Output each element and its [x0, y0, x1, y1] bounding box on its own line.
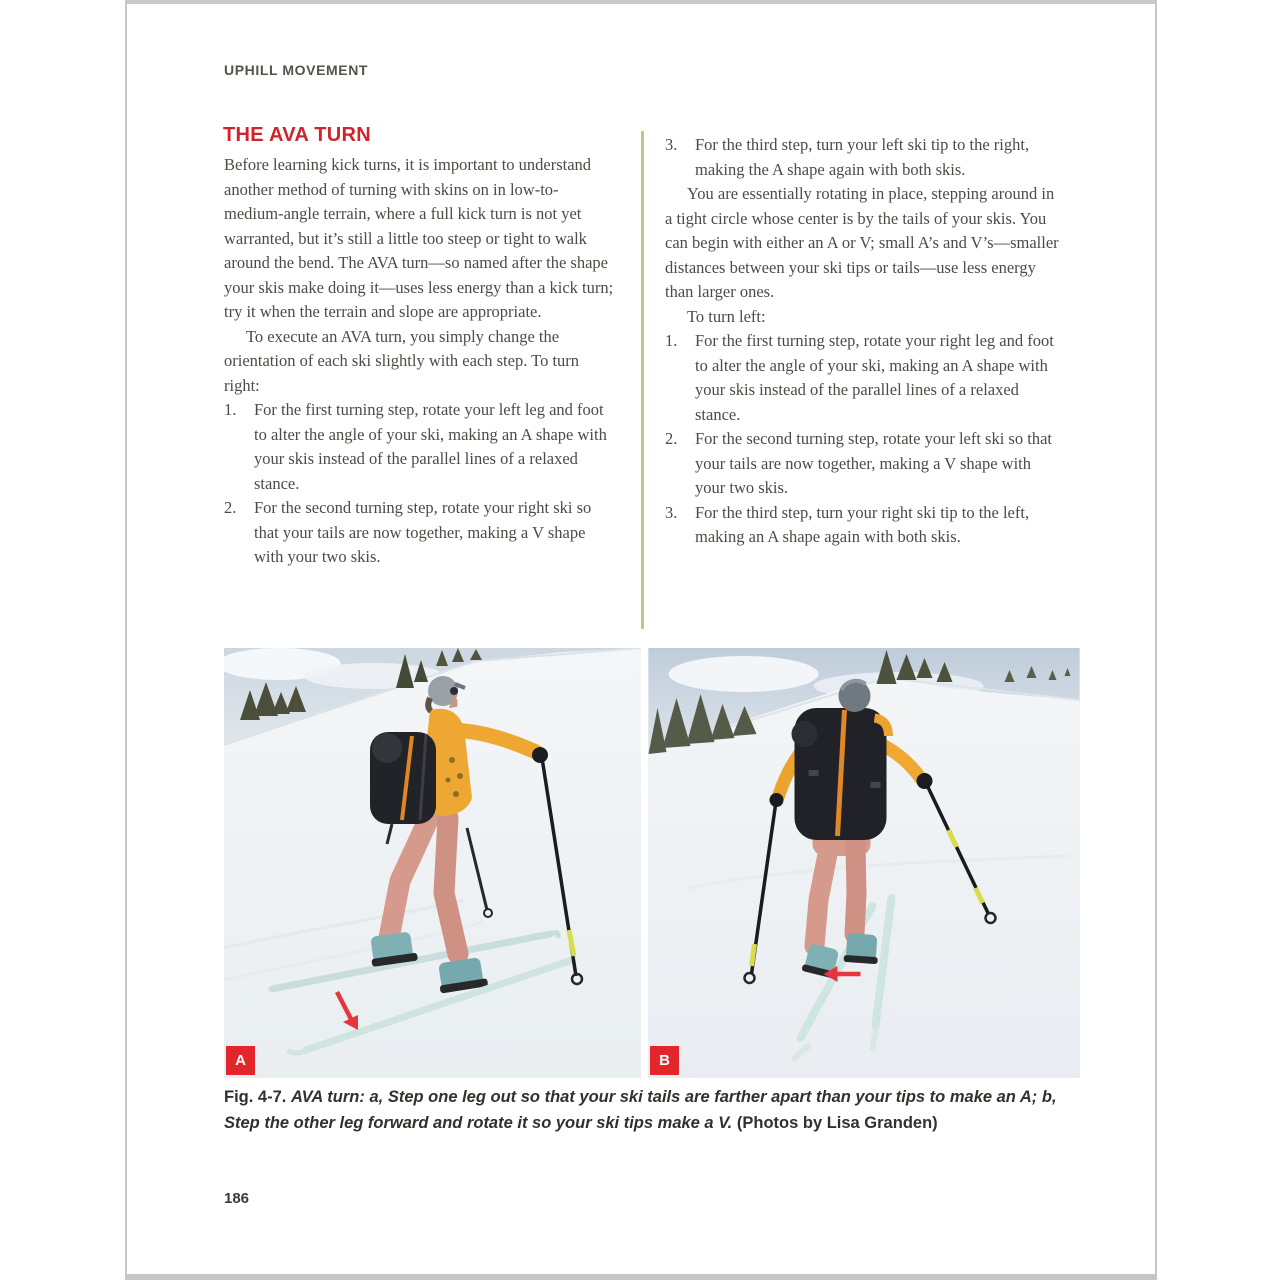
intro-paragraph: Before learning kick turns, it is important to understand another method of turning with skins on in low-to-medium-angle terrain, where a full kick turn is not yet warranted, but it’s still a little too steep or tight to walk around the bend. The AVA turn—so named after the shape your skis make doing it—uses less energy than a kick turn; try it when the terrain and slope are appropriate. [224, 155, 614, 321]
pole-accent [752, 944, 755, 966]
list-text: For the third step, turn your right ski tip to the left, making an A shape again with both skis. [695, 502, 1030, 546]
left-column [224, 153, 617, 570]
rotating-paragraph: You are essentially rotating in place, stepping around in a tight circle whose center is by the tails of your skis. You can begin with either an A or V; small A’s and V’s—smaller distances between your ski tips or tails—use less energy than larger ones. [665, 184, 1059, 301]
turn-left-step-2 [665, 427, 1065, 501]
list-text: For the second turning step, rotate your right ski so that your tails are now together, making a V shape with your two skis. [254, 498, 592, 566]
hair [428, 698, 431, 711]
running-header: UPHILL MOVEMENT [224, 62, 369, 78]
photo-a-illustration [224, 648, 641, 1078]
list-number: 1. [224, 400, 237, 419]
caption-fig-label: Fig. 4-7. [224, 1088, 287, 1106]
photo-b-illustration [648, 648, 1080, 1078]
sunglasses [450, 687, 458, 695]
right-leg [855, 844, 857, 934]
glove [532, 747, 548, 763]
turn-right-step-3 [665, 133, 1065, 182]
cloud [669, 656, 819, 692]
turn-right-step-1 [224, 398, 617, 496]
figure-label-a: A [226, 1046, 255, 1075]
section-title: THE AVA TURN [223, 124, 372, 146]
left-glove [770, 793, 784, 807]
list-text: For the third step, turn your left ski tip to the right, making the A shape again with both skis. [695, 135, 1030, 179]
ski-tail [288, 1050, 308, 1053]
photo-a [224, 648, 641, 1078]
right-column [665, 133, 1065, 550]
turn-right-step-2 [224, 496, 617, 570]
turn-left-step-3 [665, 501, 1065, 550]
list-number: 2. [224, 498, 237, 517]
page-number: 186 [224, 1190, 250, 1207]
list-text: For the first turning step, rotate your left leg and foot to alter the angle of your ski, making an A shape with your skis instead of the parallel lines of a relaxed stance. [254, 400, 607, 493]
caption-text-b: Step the other leg forward and rotate it so your ski tips make a V. [224, 1113, 733, 1132]
page-bottom-edge [127, 1274, 1155, 1280]
caption-lead: AVA turn: [290, 1088, 365, 1106]
turn-left-lead: To turn left: [687, 306, 766, 326]
backpack-side-pocket [792, 721, 818, 747]
figure-caption [224, 1085, 1088, 1136]
execute-paragraph: To execute an AVA turn, you simply change the orientation of each ski slightly with each step. To turn right: [224, 326, 580, 395]
list-number: 1. [665, 331, 678, 350]
caption-text-a: Step one leg out so that your ski tails are farther apart than your tips to make an A; [387, 1088, 1038, 1106]
backpack-buckle [809, 770, 819, 776]
figure-label-b: B [650, 1046, 679, 1075]
list-number: 3. [665, 135, 678, 154]
backpack-buckle [871, 782, 881, 788]
ski-right-tip [873, 1032, 876, 1048]
right-glove [917, 773, 933, 789]
page-top-edge [127, 0, 1155, 4]
caption-marker-a: a, [369, 1088, 384, 1106]
column-divider [641, 131, 644, 629]
right-ski-boot [843, 933, 879, 964]
photo-b [648, 648, 1080, 1078]
list-text: For the first turning step, rotate your right leg and foot to alter the angle of your ski, making an A shape with your skis instead of the parallel lines of a relaxed stance. [695, 331, 1054, 424]
caption-marker-b: b, [1041, 1088, 1057, 1106]
list-number: 3. [665, 502, 678, 522]
list-text: For the second turning step, rotate your left ski so that your tails are now together, making a V shape with your two skis. [695, 429, 1052, 497]
backpack-helmet-pocket [372, 733, 402, 763]
turn-left-step-1 [665, 329, 1065, 427]
list-number: 2. [665, 429, 678, 448]
caption-credit: (Photos by Lisa Granden) [736, 1113, 938, 1132]
page [125, 0, 1157, 1280]
